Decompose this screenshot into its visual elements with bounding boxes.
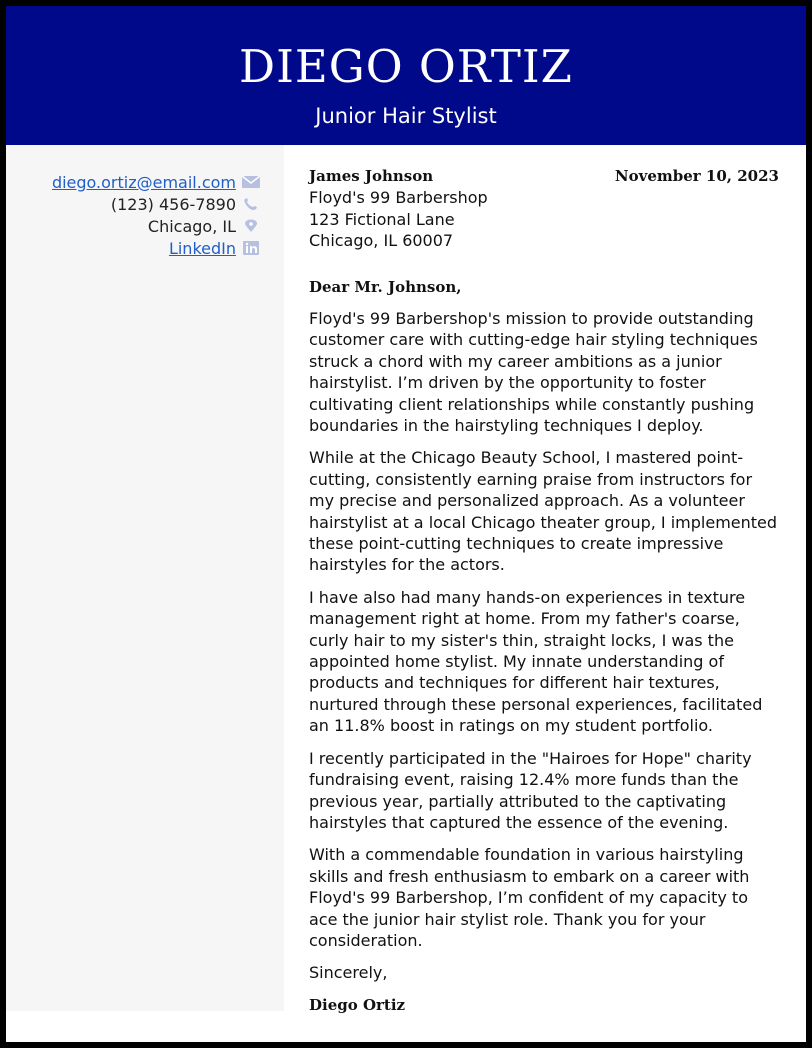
envelope-icon xyxy=(242,175,260,189)
letter-body xyxy=(309,166,779,1016)
paragraph-3: I have also had many hands-on experiences in texture management right at home. From my father's coarse, curly hair to my sister's thin, straight locks, I was the appointed home stylist. My innate understanding of products and techniques for different hair textures, nurtured through these personal experiences, facilitated an 11.8% boost in ratings on my student portfolio. xyxy=(309,587,763,736)
location-pin-icon xyxy=(242,219,260,233)
applicant-name: DIEGO ORTIZ xyxy=(239,40,573,93)
linkedin-icon xyxy=(242,241,260,255)
email-link[interactable]: diego.ortiz@email.com xyxy=(51,172,236,192)
contact-sidebar xyxy=(6,145,284,1011)
paragraph-5: With a commendable foundation in various hairstyling skills and fresh enthusiasm to embark on a career with Floyd's 99 Barbershop, I’m confident of my capacity to ace the junior hair stylist role. Thank you for your consideration. xyxy=(309,845,750,950)
location-text: Chicago, IL xyxy=(147,216,236,236)
signature: Diego Ortiz xyxy=(309,995,406,1014)
linkedin-link[interactable]: LinkedIn xyxy=(168,238,236,258)
contact-location-row xyxy=(148,215,260,237)
salutation: Dear Mr. Johnson, xyxy=(309,277,462,296)
cover-letter-page xyxy=(6,6,806,1042)
job-title: Junior Hair Stylist xyxy=(315,104,497,128)
recipient-street: 123 Fictional Lane xyxy=(309,209,455,229)
paragraph-1: Floyd's 99 Barbershop's mission to provide outstanding customer care with cutting-edge hair styling techniques struck a chord with my career ambitions as a junior hairstylist. I’m driven by the opportunity to foster cultivating client relationships while constantly pushing boundaries in the hairstyling techniques I deploy. xyxy=(309,308,758,435)
contact-email-row xyxy=(52,171,260,193)
phone-number: (123) 456-7890 xyxy=(110,194,236,214)
contact-linkedin-row xyxy=(169,237,260,259)
recipient-date-row xyxy=(309,166,779,187)
header-banner xyxy=(6,6,806,145)
phone-icon xyxy=(242,197,260,211)
paragraph-4: I recently participated in the "Hairoes for Hope" charity fundraising event, raising 12.4% more funds than the previous year, partially attributed to the captivating hairstyles that captured the essence of the evening. xyxy=(309,748,752,832)
letter-date: November 10, 2023 xyxy=(614,167,779,185)
paragraph-2: While at the Chicago Beauty School, I mastered point-cutting, consistently earning praise from instructors for my precise and personalized approach. As a volunteer hairstylist at a local Chicago theater group, I implemented these point-cutting techniques to create impressive hairstyles for the actors. xyxy=(309,448,778,575)
recipient-city: Chicago, IL 60007 xyxy=(309,231,454,251)
closing: Sincerely, xyxy=(309,963,388,983)
recipient-company: Floyd's 99 Barbershop xyxy=(309,188,488,208)
recipient-name: James Johnson xyxy=(309,167,434,185)
contact-phone-row xyxy=(111,193,260,215)
